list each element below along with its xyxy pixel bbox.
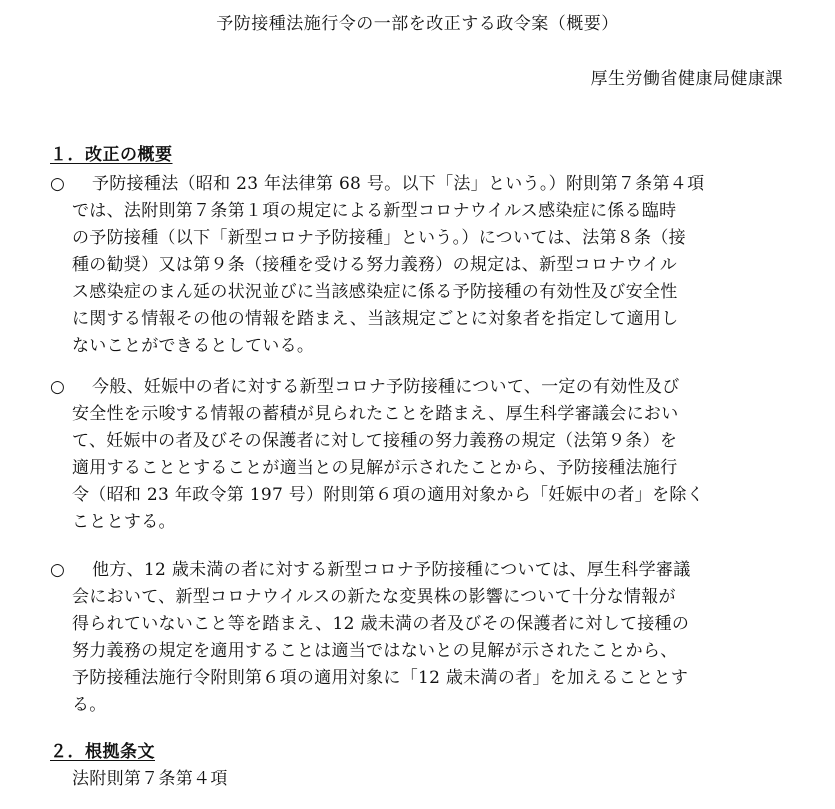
bullet-circle: ○ <box>50 560 66 580</box>
paragraph-line: ○ 他方、12 歳未満の者に対する新型コロナ予防接種については、厚生科学審議 <box>50 557 790 584</box>
section-heading-overview: １．改正の概要 <box>50 145 173 165</box>
paragraph-line: 予防接種法施行令附則第６項の適用対象に「12 歳未満の者」を加えることとす <box>72 668 689 688</box>
paragraph-line: 適用することとすることが適当との見解が示されたことから、予防接種法施行 <box>72 458 678 478</box>
paragraph-line: こととする。 <box>72 512 176 532</box>
department-name: 厚生労働省健康局健康課 <box>590 69 783 89</box>
bullet-circle: ○ <box>50 377 66 397</box>
paragraph-3 <box>50 557 790 719</box>
paragraph-line: ないことができるとしている。 <box>72 336 315 356</box>
paragraph-line: ス感染症のまん延の状況並びに当該感染症に係る予防接種の有効性及び安全性 <box>72 282 678 302</box>
section-heading-legal-basis: ２．根拠条文 <box>50 742 155 762</box>
paragraph-line: る。 <box>72 695 107 715</box>
paragraph-line: ○ 予防接種法（昭和 23 年法律第 68 号。以下「法」という。）附則第７条第４項 <box>50 171 790 198</box>
paragraph-2 <box>50 374 790 536</box>
paragraph-line: 会において、新型コロナウイルスの新たな変異株の影響について十分な情報が <box>72 587 676 607</box>
paragraph-line: に関する情報その他の情報を踏まえ、当該規定ごとに対象者を指定して適用し <box>72 309 679 329</box>
paragraph-line: 安全性を示唆する情報の蓄積が見られたことを踏まえ、厚生科学審議会におい <box>72 404 679 424</box>
paragraph-line: て、妊娠中の者及びその保護者に対して接種の努力義務の規定（法第９条）を <box>72 431 678 451</box>
paragraph-1 <box>50 171 790 360</box>
document-title: 予防接種法施行令の一部を改正する政令案（概要） <box>216 14 619 34</box>
paragraph-line: 令（昭和 23 年政令第 197 号）附則第６項の適用対象から「妊娠中の者」を除く <box>72 485 704 505</box>
paragraph-line: 得られていないこと等を踏まえ、12 歳未満の者及びその保護者に対して接種の <box>72 614 690 634</box>
paragraph-line: 努力義務の規定を適用することは適当ではないとの見解が示されたことから、 <box>72 641 678 661</box>
paragraph-line: では、法附則第７条第１項の規定による新型コロナウイルス感染症に係る臨時 <box>72 201 677 221</box>
bullet-circle: ○ <box>50 174 66 194</box>
paragraph-line: ○ 今般、妊娠中の者に対する新型コロナ予防接種について、一定の有効性及び <box>50 374 790 401</box>
paragraph-line: 種の勧奨）又は第９条（接種を受ける努力義務）の規定は、新型コロナウイル <box>72 255 677 275</box>
legal-basis-text: 法附則第７条第４項 <box>72 769 228 789</box>
paragraph-line: の予防接種（以下「新型コロナ予防接種」という。）については、法第８条（接 <box>72 228 686 248</box>
